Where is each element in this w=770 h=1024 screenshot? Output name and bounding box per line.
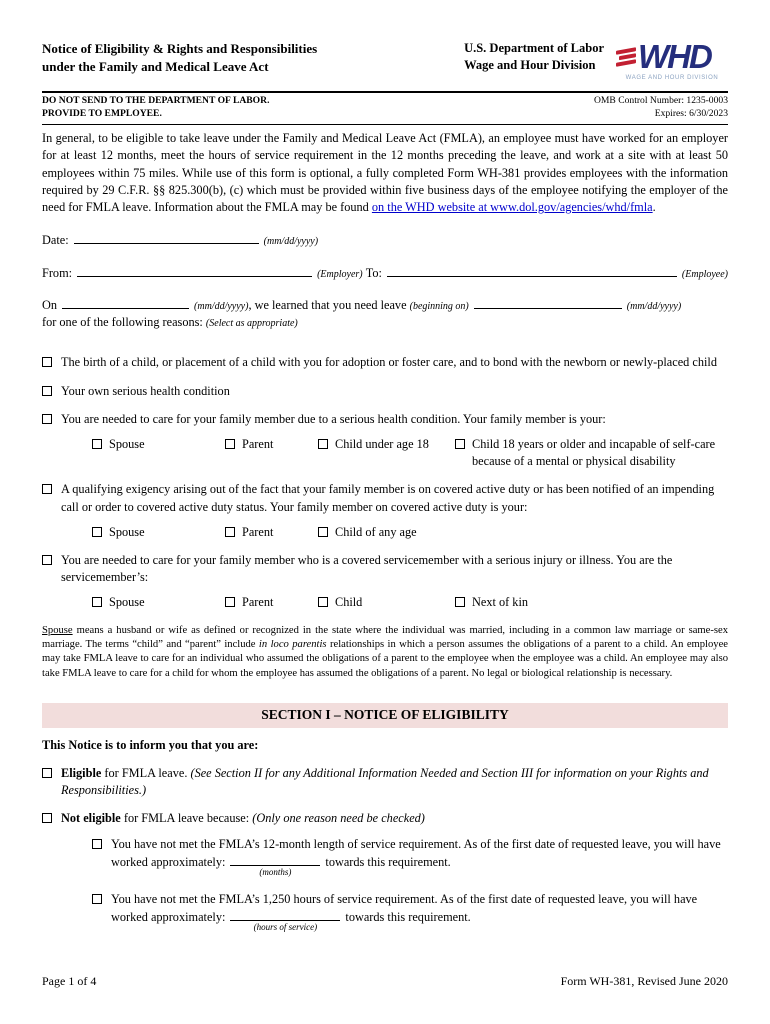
option-label: Parent [242,595,274,610]
omb-control-block [594,95,728,121]
checkbox-sm-parent[interactable] [225,597,235,607]
form-header [42,40,728,82]
option-label: Parent [242,437,274,451]
checkbox-sm-next-of-kin[interactable] [455,597,465,607]
reason-birth-row [42,354,728,371]
checkbox-reason-birth[interactable] [42,357,52,367]
option-family-child-under-18 [318,436,455,470]
intro-text: In general, to be eligible to take leave under the Family and Medical Leave Act (FMLA), an employee must have worked for an employer for at least 12 months, meet the hours of service requirement in the 12 months preceding the leave, and work at a site with at least 50 employees within 75 miles. While use of this form is optional, a fully completed Form WH-381 provides employees with the information required by 29 C.F.R. §§ 825.300(b), (c) which must be provided within five business days of the employee notifying the employer of the need for FMLA leave. Information about the FMLA may be found [42,131,728,215]
whd-logo-mark [616,40,728,73]
option-label: Spouse [109,595,145,610]
reason-exigency-row [42,481,728,515]
months-input-line[interactable] [230,853,320,877]
option-exigency-parent [225,524,318,541]
checkbox-family-parent[interactable] [225,439,235,449]
whd-logo-caption: WAGE AND HOUR DIVISION [625,75,719,81]
on-label: On [42,297,58,312]
section1-header: SECTION I – NOTICE OF ELIGIBILITY [42,703,728,728]
definitions-fine-print: Spouse means a husband or wife as defined or recognized in the state where the individual was married, including in a common law marriage or same-sex marriage. The terms “child” and “parent” include in loco parentis relationships in which a person assumes the obligations of a parent to a child. An employee may take FMLA leave to care for an individual who assumed the obligations of a parent to the employee when the employee was a child. An employee may also take FMLA leave to care for a child for whom the employee has assumed the obligations of a parent. No legal or biological relationship is necessary. [42,624,728,679]
leave-start-input-line[interactable] [474,296,622,309]
page-footer [42,973,728,990]
checkbox-12-month-requirement[interactable] [92,839,102,849]
form-title-line2: under the Family and Medical Leave Act [42,58,269,74]
option-label: Next of kin [472,595,529,610]
not-eligible-label: Not eligible for FMLA leave because: (Only one reason need be checked) [61,811,425,826]
reason-family-health-label: You are needed to care for your family member due to a serious health condition. Your family member is your: [61,411,606,426]
checkbox-reason-own-health[interactable] [42,386,52,396]
header-right [464,40,728,82]
checkbox-family-child-18-older[interactable] [455,439,465,449]
option-label: Child of any age [335,524,417,539]
not-eligible-row [42,810,728,827]
reason-own-health-row [42,383,728,400]
fmla-website-link[interactable]: on the WHD website at www.dol.gov/agencies/whd/fmla [371,200,653,215]
flag-stripes-icon [616,43,636,71]
star-icon: ★ [716,50,725,61]
option-sm-child [318,594,455,611]
leave-start-hint: (mm/dd/yyyy) [626,300,682,312]
spouse-term: Spouse [42,624,73,636]
option-label: Child under age 18 [335,437,429,451]
exigency-member-options [92,524,728,541]
date-format-hint: (mm/dd/yyyy) [263,236,319,248]
omb-control-number: OMB Control Number: 1235-0003 [593,95,728,107]
employee-hint: (Employee) [681,269,728,281]
omb-expiration: Expires: 6/30/2023 [654,108,728,120]
whd-logo-text: WHD [638,38,711,75]
checkbox-eligible[interactable] [42,768,52,778]
employee-input-line[interactable] [387,264,677,277]
to-label: To: [365,266,382,281]
on-mid-text: , we learned that you need leave [248,297,410,312]
option-family-spouse [92,436,225,470]
checkbox-1250-hours-requirement[interactable] [92,894,102,904]
12-month-requirement-label: You have not met the FMLA’s 12-month length of service requirement. As of the first date of requested leave, you will have worked approximately: (months) towards this requirement. [111,836,721,877]
whd-logo [616,40,728,82]
form-revision: Form WH-381, Revised June 2020 [560,974,728,989]
checkbox-not-eligible[interactable] [42,813,52,823]
1250-hours-requirement-label: You have not met the FMLA’s 1,250 hours of service requirement. As of the first date of requested leave, you will have worked approximately: (hours of service) towards this requirement. [111,891,698,933]
omb-notice-row [42,93,728,124]
reason-own-health-label: Your own serious health condition [61,383,230,398]
division-name: Wage and Hour Division [464,57,596,72]
employer-hint: (Employer) [317,269,363,281]
family-member-options [92,436,728,470]
option-label: Child [335,595,363,610]
in-loco-parentis-phrase: in loco parentis [258,639,327,651]
leave-notice-sentence [42,296,728,331]
checkbox-reason-servicemember[interactable] [42,555,52,565]
checkbox-exigency-spouse[interactable] [92,527,102,537]
option-sm-parent [225,594,318,611]
checkbox-reason-family-health[interactable] [42,414,52,424]
department-name: U.S. Department of Labor [464,41,604,55]
from-label: From: [42,266,73,281]
option-family-child-18-older [455,436,728,470]
form-title-line1: Notice of Eligibility & Rights and Responsibilities [42,41,318,56]
option-exigency-child-any-age [318,524,728,541]
date-label: Date: [42,233,69,248]
date-field-line [42,231,728,249]
option-family-parent [225,436,318,470]
option-label: Parent [242,524,274,539]
date-input-line[interactable] [74,231,259,244]
notice-divider [42,124,728,125]
select-as-appropriate-hint: (Select as appropriate) [205,317,298,329]
not-eligible-12-month-row [92,836,728,877]
from-to-field-line [42,264,728,282]
do-not-send-notice: DO NOT SEND TO THE DEPARTMENT OF LABOR. PROVIDE TO EMPLOYEE. [42,95,270,120]
reason-birth-label: The birth of a child, or placement of a child with you for adoption or foster care, and to bond with the newborn or newly-placed child [61,355,717,370]
section1-lead: This Notice is to inform you that you are: [42,737,259,752]
option-label: Spouse [109,437,145,451]
checkbox-reason-exigency[interactable] [42,484,52,494]
checkbox-exigency-parent[interactable] [225,527,235,537]
servicemember-options [92,594,728,611]
learned-date-input-line[interactable] [62,296,189,309]
checkbox-sm-spouse[interactable] [92,597,102,607]
option-sm-next-of-kin [455,594,728,611]
reason-family-health-row [42,411,728,428]
reason-servicemember-label: You are needed to care for your family member who is a covered servicemember with a serious injury or illness. You are the servicemember’s: [61,553,673,585]
option-sm-spouse [92,594,225,611]
form-title [42,40,317,75]
option-label: Child 18 years or older and incapable of self-care because of a mental or physical disability [472,437,716,469]
beginning-on-hint: (beginning on) [409,300,469,312]
option-label: Spouse [109,524,145,539]
hours-input-line[interactable] [230,908,340,933]
reason-servicemember-row [42,552,728,586]
checkbox-exigency-child-any-age[interactable] [318,527,328,537]
checkbox-family-child-under-18[interactable] [318,439,328,449]
department-block [464,40,604,74]
option-exigency-spouse [92,524,225,541]
hours-hint: (hours of service) [253,922,318,933]
months-hint: (months) [259,866,292,877]
learned-date-hint: (mm/dd/yyyy) [194,300,249,312]
reasons-lead-text: for one of the following reasons: [42,314,206,329]
employer-input-line[interactable] [77,264,312,277]
eligible-row [42,765,728,799]
checkbox-family-spouse[interactable] [92,439,102,449]
eligible-label: Eligible for FMLA leave. (See Section II for any Additional Information Needed and Section III for information on your Rights and Responsibilities.) [61,765,709,798]
reason-exigency-label: A qualifying exigency arising out of the fact that your family member is on covered active duty or has been notified of an impending call or order to covered active duty status. Your family member on covered active duty is your: [61,482,715,514]
page-number: Page 1 of 4 [42,974,97,989]
checkbox-sm-child[interactable] [318,597,328,607]
not-eligible-1250-hours-row [92,891,728,933]
intro-paragraph: In general, to be eligible to take leave under the Family and Medical Leave Act (FMLA), an employee must have worked for an employer for at least 12 months, meet the hours of service requirement in the 12 months preceding the leave, and work at a site with at least 50 employees within 75 miles. While use of this form is optional, a fully completed Form WH-381 provides employees with the information required by 29 C.F.R. §§ 825.300(b), (c) which must be provided within five business days of the employee notifying the employer of the need for FMLA leave. Information about the FMLA may be found on the WHD website at www.dol.gov/agencies/whd/fmla. [42,131,728,215]
